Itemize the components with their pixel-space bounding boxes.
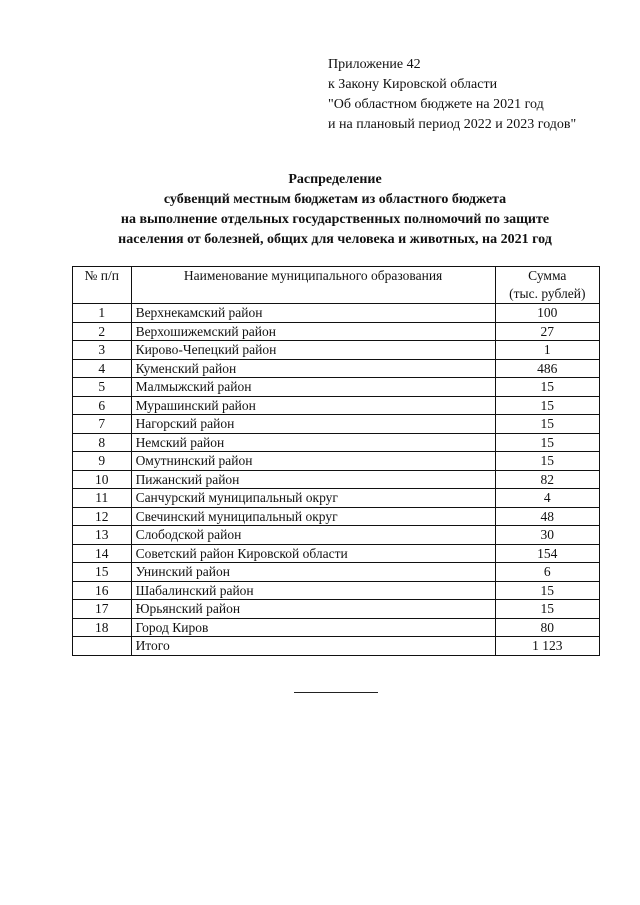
row-sum: 27: [495, 322, 599, 341]
row-num: 3: [73, 341, 132, 360]
table-row: [73, 581, 600, 600]
header-name: Наименование муниципального образования: [131, 267, 495, 304]
header-sum-line1: Сумма: [528, 268, 567, 283]
header-sum-line2: (тыс. рублей): [509, 286, 586, 301]
row-num: 8: [73, 433, 132, 452]
bottom-divider: [294, 692, 378, 693]
table-row: [73, 600, 600, 619]
table-row: [73, 359, 600, 378]
row-sum: 30: [495, 526, 599, 545]
table-row: [73, 378, 600, 397]
appendix-line: Приложение 42: [328, 57, 421, 72]
row-name: Малмыжский район: [131, 378, 495, 397]
row-name: Мурашинский район: [131, 396, 495, 415]
table-body: [73, 304, 600, 637]
appendix-line: и на плановый период 2022 и 2023 годов": [328, 117, 577, 132]
table-row: [73, 452, 600, 471]
row-name: Омутнинский район: [131, 452, 495, 471]
table-row: [73, 470, 600, 489]
row-num: 9: [73, 452, 132, 471]
table-row: [73, 618, 600, 637]
row-num: 10: [73, 470, 132, 489]
total-sum: 1 123: [495, 637, 599, 656]
total-label: Итого: [131, 637, 495, 656]
table-row: [73, 563, 600, 582]
row-num: 14: [73, 544, 132, 563]
row-name: Пижанский район: [131, 470, 495, 489]
table-row: [73, 433, 600, 452]
row-name: Верхнекамский район: [131, 304, 495, 323]
row-sum: 15: [495, 433, 599, 452]
row-num: 11: [73, 489, 132, 508]
title-line: населения от болезней, общих для человека и животных, на 2021 год: [118, 232, 552, 247]
table-row: [73, 415, 600, 434]
table-row: [73, 396, 600, 415]
table-row: [73, 322, 600, 341]
title-line: субвенций местным бюджетам из областного бюджета: [163, 192, 507, 207]
row-name: Советский район Кировской области: [131, 544, 495, 563]
row-name: Унинский район: [131, 563, 495, 582]
row-sum: 154: [495, 544, 599, 563]
row-sum: 486: [495, 359, 599, 378]
row-name: Свечинский муниципальный округ: [131, 507, 495, 526]
row-num: 2: [73, 322, 132, 341]
row-name: Город Киров: [131, 618, 495, 637]
row-num: 17: [73, 600, 132, 619]
row-name: Слободской район: [131, 526, 495, 545]
table-row: [73, 544, 600, 563]
row-name: Немский район: [131, 433, 495, 452]
table-row: [73, 507, 600, 526]
distribution-table: [72, 266, 600, 656]
table-row: [73, 341, 600, 360]
appendix-line: "Об областном бюджете на 2021 год: [328, 97, 544, 112]
total-num: [73, 637, 132, 656]
row-num: 13: [73, 526, 132, 545]
row-sum: 100: [495, 304, 599, 323]
appendix-block: [328, 55, 576, 135]
row-num: 15: [73, 563, 132, 582]
table-row: [73, 304, 600, 323]
row-num: 16: [73, 581, 132, 600]
row-name: Нагорский район: [131, 415, 495, 434]
row-num: 12: [73, 507, 132, 526]
row-sum: 15: [495, 581, 599, 600]
row-num: 1: [73, 304, 132, 323]
table-header-row: [73, 267, 600, 304]
row-sum: 15: [495, 452, 599, 471]
row-sum: 48: [495, 507, 599, 526]
row-sum: 15: [495, 396, 599, 415]
header-sum: [495, 267, 599, 304]
table-row: [73, 489, 600, 508]
row-sum: 1: [495, 341, 599, 360]
document-title: [40, 170, 630, 250]
row-sum: 82: [495, 470, 599, 489]
row-sum: 15: [495, 600, 599, 619]
row-sum: 15: [495, 415, 599, 434]
row-name: Санчурский муниципальный округ: [131, 489, 495, 508]
row-num: 4: [73, 359, 132, 378]
row-name: Верхошижемский район: [131, 322, 495, 341]
row-num: 5: [73, 378, 132, 397]
row-num: 6: [73, 396, 132, 415]
header-num: № п/п: [73, 267, 132, 304]
row-name: Куменский район: [131, 359, 495, 378]
row-num: 7: [73, 415, 132, 434]
title-line: Распределение: [288, 172, 382, 187]
row-sum: 15: [495, 378, 599, 397]
table-row: [73, 526, 600, 545]
row-num: 18: [73, 618, 132, 637]
row-sum: 80: [495, 618, 599, 637]
title-line: на выполнение отдельных государственных полномочий по защите: [120, 212, 550, 227]
row-name: Кирово-Чепецкий район: [131, 341, 495, 360]
row-sum: 6: [495, 563, 599, 582]
row-name: Юрьянский район: [131, 600, 495, 619]
total-row: [73, 637, 600, 656]
appendix-line: к Закону Кировской области: [328, 77, 498, 92]
row-sum: 4: [495, 489, 599, 508]
row-name: Шабалинский район: [131, 581, 495, 600]
